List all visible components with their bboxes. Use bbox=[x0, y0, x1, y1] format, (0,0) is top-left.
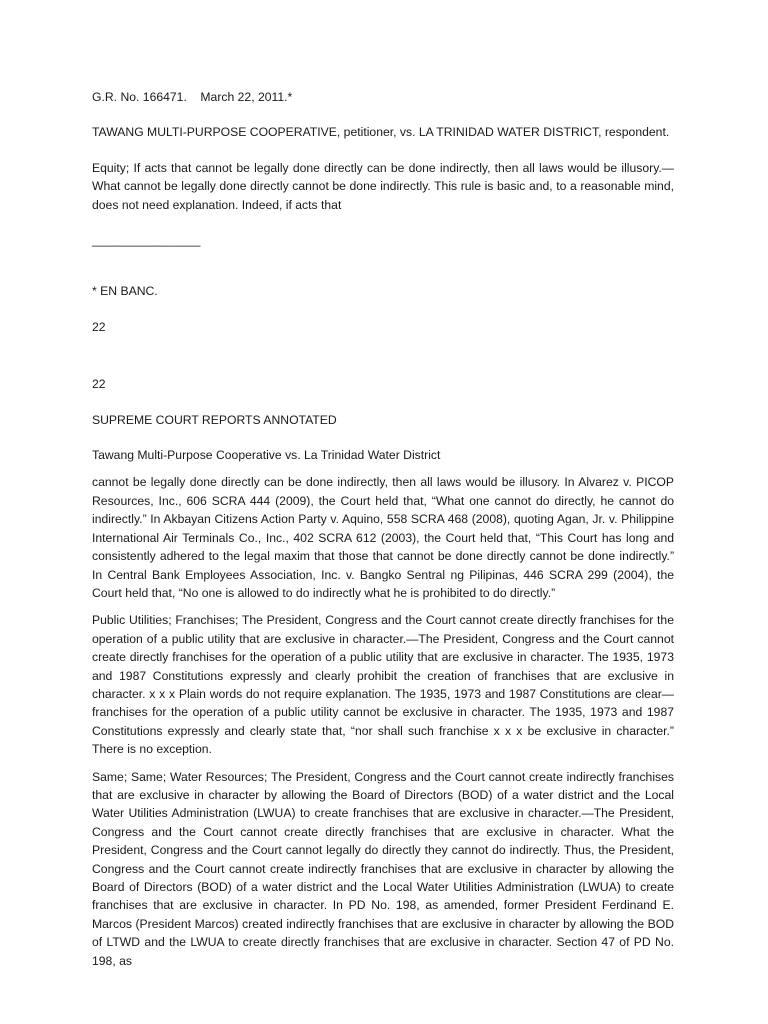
syllabus-paragraph-2: Public Utilities; Franchises; The President, Congress and the Court cannot create directly franchises for the operation of a public utility that are exclusive in character.—The President, Congress and the Court cannot create directly franchises for the operation of a public utility that are exclusive in character. The 1935, 1973 and 1987 Constitutions expressly and clearly prohibit the creation of franchises that are exclusive in character. x x x Plain words do not require explanation. The 1935, 1973 and 1987 Constitutions are clear—franchises for the operation of a public utility cannot be exclusive in character. The 1935, 1973 and 1987 Constitutions expressly and clearly state that, “nor shall such franchise x x x be exclusive in character.” There is no exception. bbox=[92, 613, 674, 757]
spacer bbox=[92, 115, 674, 123]
case-title: Tawang Multi-Purpose Cooperative vs. La Trinidad Water District bbox=[92, 448, 441, 463]
spacer bbox=[92, 151, 674, 159]
spacer bbox=[92, 223, 674, 231]
case-number-date: G.R. No. 166471. March 22, 2011.* bbox=[92, 90, 293, 104]
syllabus-paragraph-1-start: Equity; If acts that cannot be legally done directly can be done indirectly, then all laws would be illusory.—What cannot be legally done directly cannot be done indirectly. This rule is basic and, to a reasonable mind, does not need explanation. Indeed, if acts that bbox=[92, 160, 674, 212]
case-parties: TAWANG MULTI-PURPOSE COOPERATIVE, petitioner, vs. LA TRINIDAD WATER DISTRICT, respondent. bbox=[92, 125, 670, 140]
footnote-en-banc: * EN BANC. bbox=[92, 284, 158, 299]
spacer bbox=[92, 310, 674, 318]
spacer bbox=[92, 258, 674, 282]
running-title: SUPREME COURT REPORTS ANNOTATED bbox=[92, 412, 337, 427]
syllabus-paragraph-1-continued: cannot be legally done directly can be done indirectly, then all laws would be illusory. In Alvarez v. PICOP Resources, Inc., 606 SCRA 444 (2009), the Court held that, “What one cannot do directly, he cannot do indirectly.” In Akbayan Citizens Action Party v. Aquino, 558 SCRA 468 (2008), quoting Agan, Jr. v. Philippine International Air Terminals Co., Inc., 402 SCRA 612 (2003), the Court held that, “This Court has long and consistently adhered to the legal maxim that those that cannot be done directly cannot be done indirectly.” In Central Bank Employees Association, Inc. v. Bangko Sentral ng Pilipinas, 446 SCRA 299 (2004), the Court held that, “No one is allowed to do indirectly what he is prohibited to do directly.” bbox=[92, 475, 674, 600]
spacer bbox=[92, 438, 674, 446]
page-number-bottom: 22 bbox=[92, 319, 106, 334]
footnote-separator: ________________ bbox=[92, 233, 201, 248]
syllabus-paragraph-3: Same; Same; Water Resources; The President, Congress and the Court cannot create indirectly franchises that are exclusive in character by allowing the Board of Directors (BOD) of a water district and the Local Water Utilities Administration (LWUA) to create franchises that are exclusive in character.—The President, Congress and the Court cannot create directly franchises that are exclusive in character. What the President, Congress and the Court cannot legally do directly they cannot do indirectly. Thus, the President, Congress and the Court cannot create indirectly franchises that are exclusive in character by allowing the Board of Directors (BOD) of a water district and the Local Water Utilities Administration (LWUA) to create franchises that are exclusive in character. In PD No. 198, as amended, former President Ferdinand E. Marcos (President Marcos) created indirectly franchises that are exclusive in character by allowing the BOD of LTWD and the LWUA to create directly franchises that are exclusive in character. Section 47 of PD No. 198, as bbox=[92, 769, 674, 968]
spacer bbox=[92, 403, 674, 411]
spacer bbox=[92, 345, 674, 375]
page-number-top: 22 bbox=[92, 377, 106, 392]
document-page bbox=[92, 88, 674, 979]
